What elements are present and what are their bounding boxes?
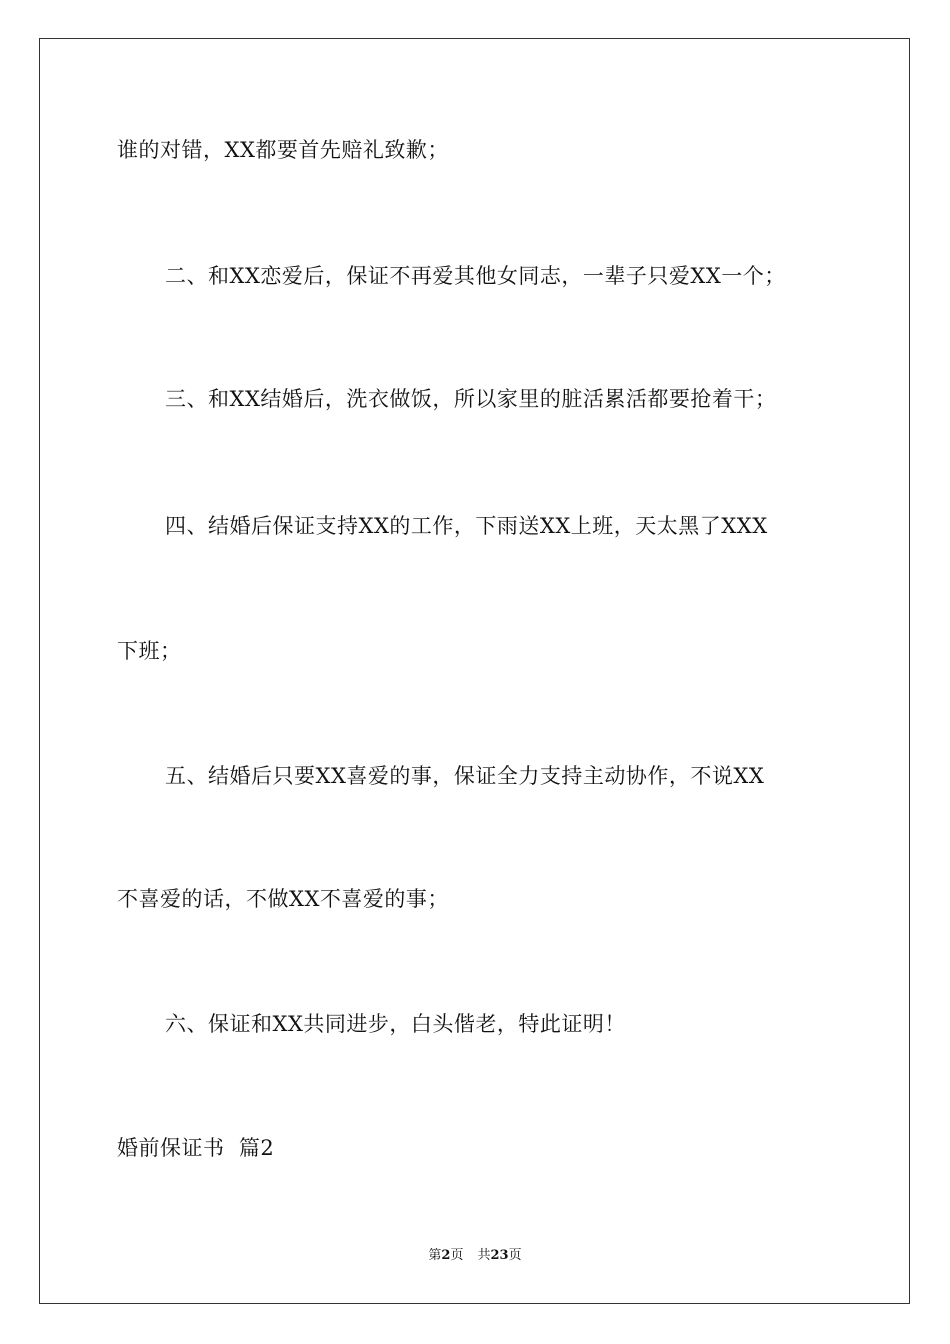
footer-page-suffix: 页: [450, 1248, 464, 1263]
section-heading: 婚前保证书 篇2: [117, 1136, 275, 1160]
body-line-1: 谁的对错，XX都要首先赔礼致歉；: [117, 138, 449, 162]
body-line-5: 下班；: [117, 639, 182, 663]
body-line-6: 五、结婚后只要XX喜爱的事，保证全力支持主动协作，不说XX: [165, 764, 765, 788]
footer-total-prefix: 共: [477, 1248, 491, 1263]
footer-page-current: 2: [441, 1248, 451, 1263]
body-line-3: 三、和XX结婚后，洗衣做饭，所以家里的脏活累活都要抢着干；: [165, 387, 777, 411]
body-line-4: 四、结婚后保证支持XX的工作，下雨送XX上班，天太黑了XXX: [165, 514, 768, 538]
footer-page-prefix: 第: [428, 1248, 442, 1263]
footer-total-suffix: 页: [508, 1248, 522, 1263]
page-border: [39, 38, 910, 1304]
body-line-8: 六、保证和XX共同进步，白头偕老，特此证明！: [165, 1012, 626, 1036]
page-footer: [0, 1247, 950, 1265]
body-line-7: 不喜爱的话，不做XX不喜爱的事；: [117, 887, 449, 911]
footer-page-total: 23: [490, 1248, 509, 1263]
body-line-2: 二、和XX恋爱后，保证不再爱其他女同志，一辈子只爱XX一个；: [165, 264, 786, 288]
